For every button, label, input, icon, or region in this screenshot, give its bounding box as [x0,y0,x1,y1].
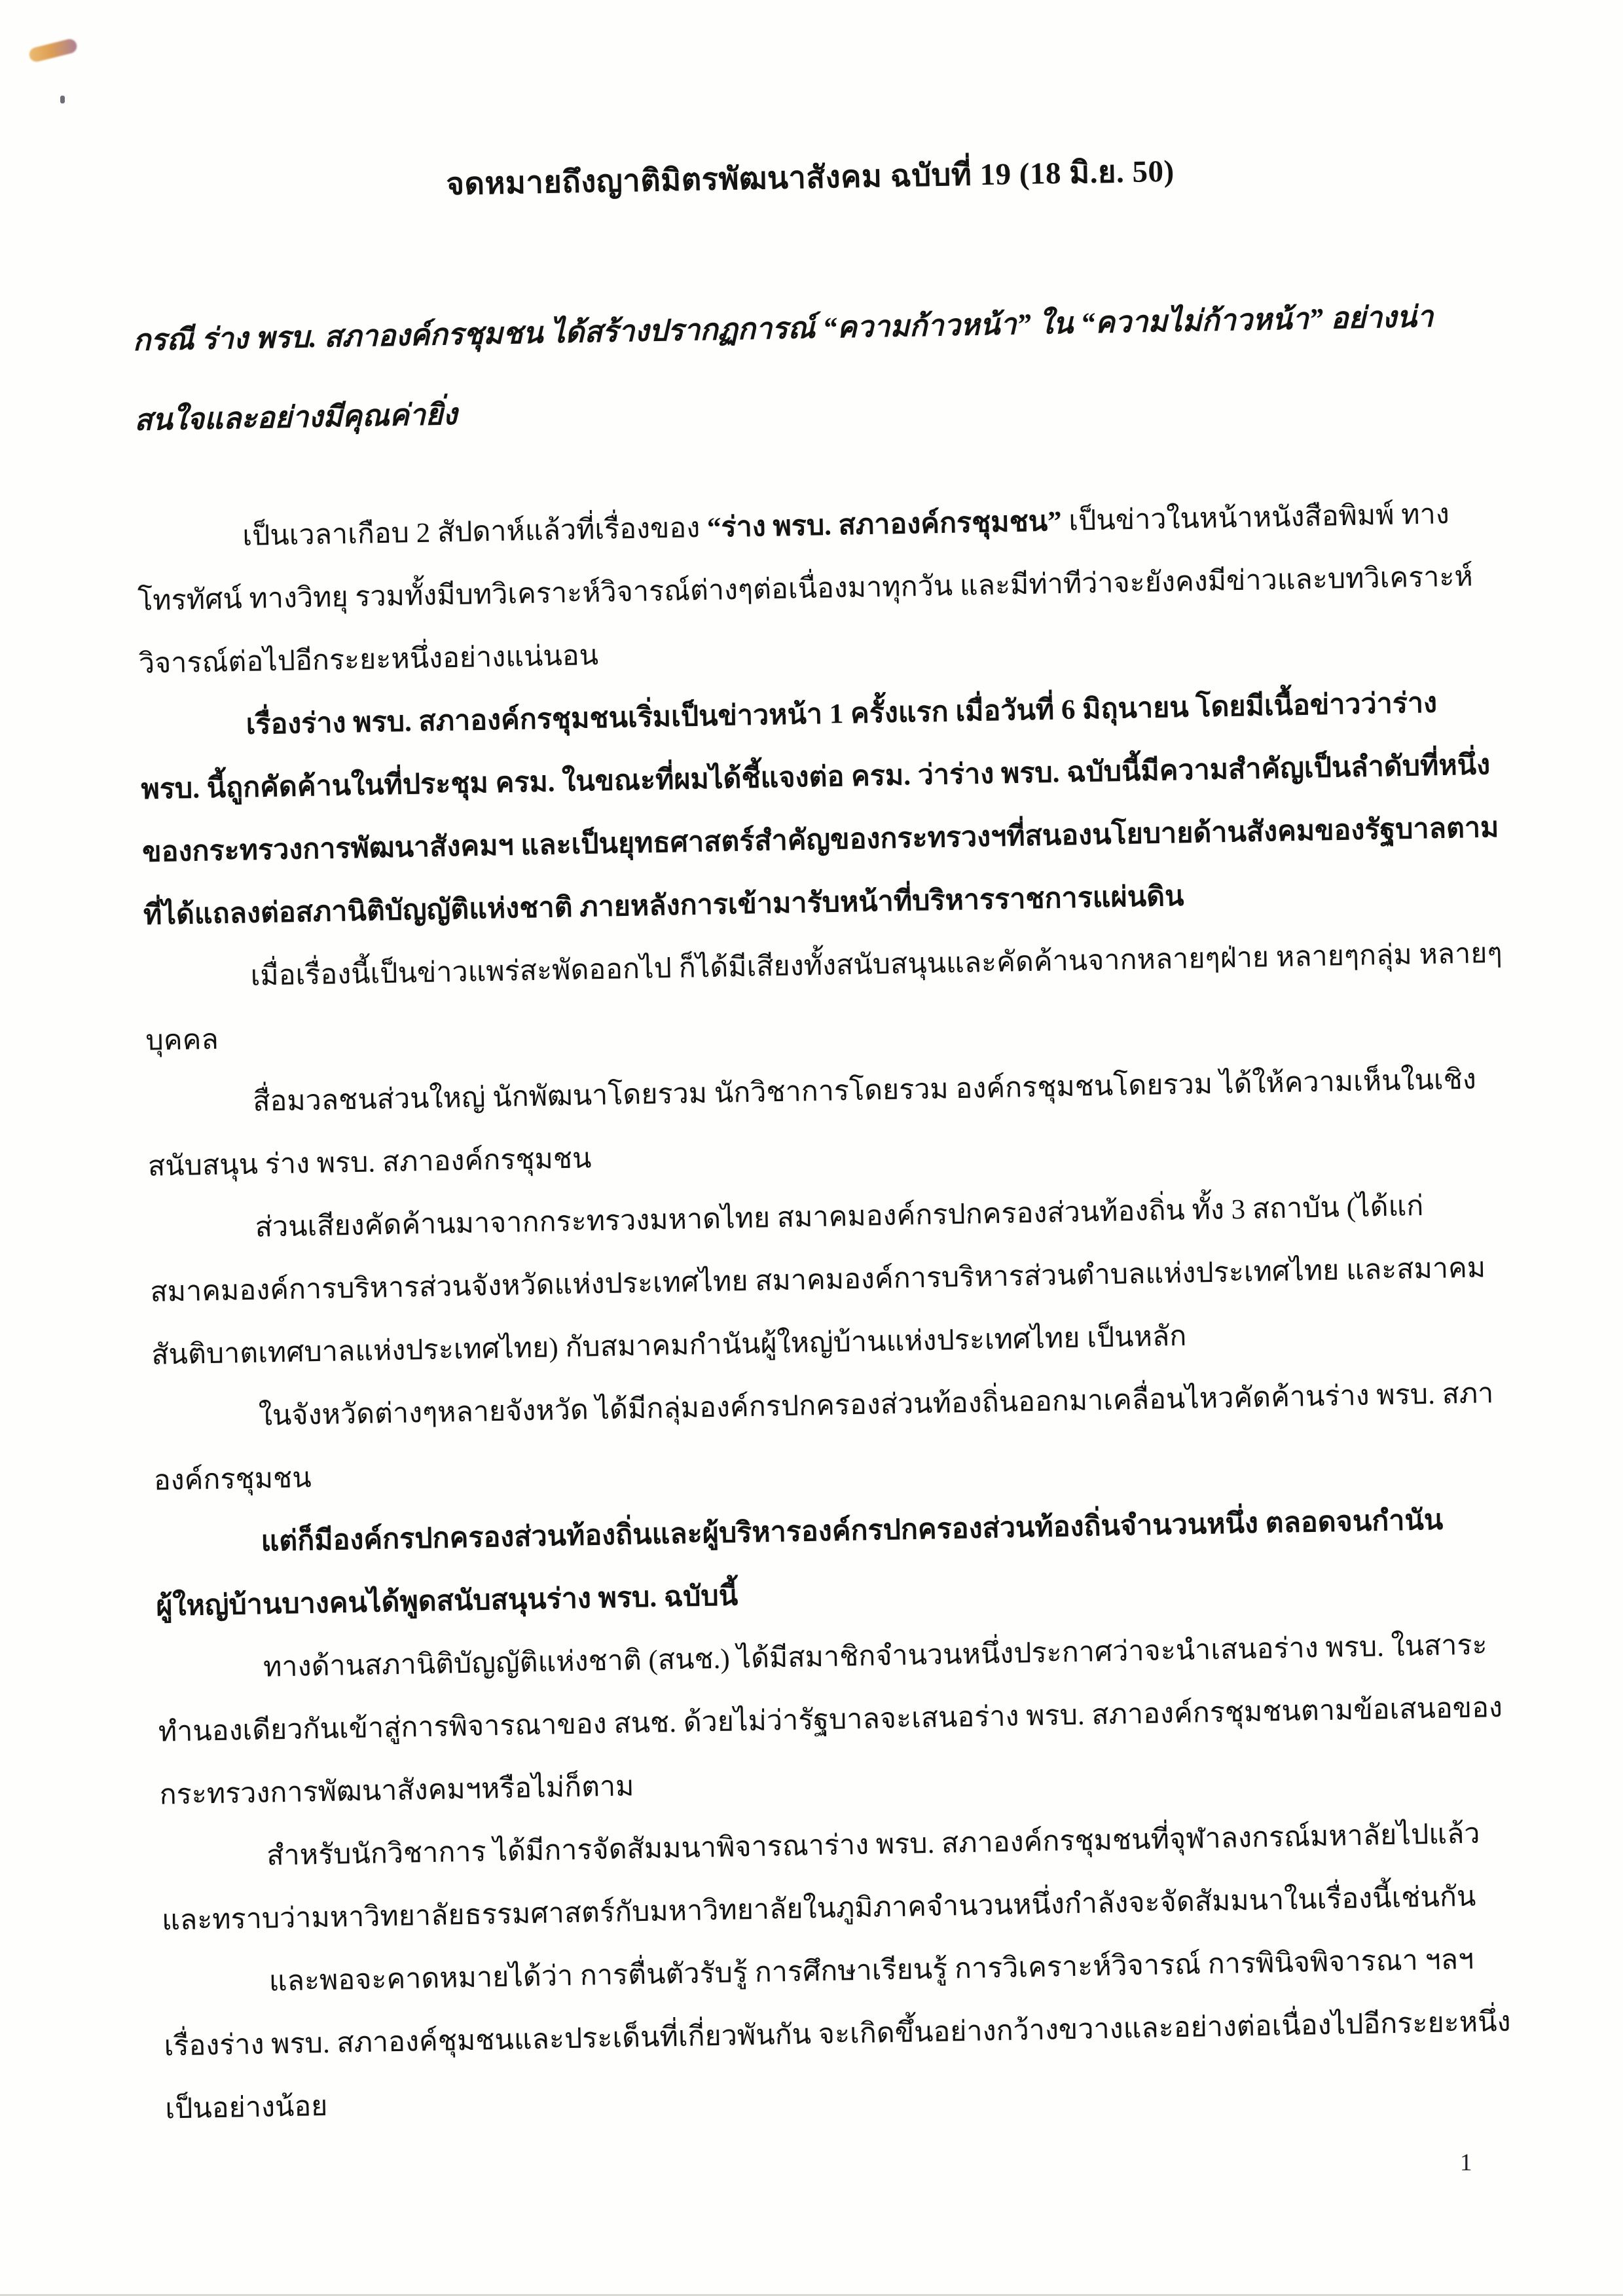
page-number: 1 [1460,2149,1472,2176]
document-subtitle: กรณี ร่าง พรบ. สภาองค์กรชุมชน ได้สร้างปรากฏการณ์ “ความก้าวหน้า” ใน “ความไม่ก้าวหน้า” อย่างน่าสนใจและอย่างมีคุณค่ายิ่ง [132,300,1434,437]
paragraph: ในจังหวัดต่างๆหลายจังหวัด ได้มีกลุ่มองค์กรปกครองส่วนท้องถิ่นออกมาเคลื่อนไหวคัดค้านร่าง พรบ. สภาองค์กรชุมชน [153,1378,1494,1497]
paragraph: เมื่อเรื่องนี้เป็นข่าวแพร่สะพัดออกไป ก็ได้มีเสียงทั้งสนับสนุนและคัดค้านจากหลายๆฝ่าย หลายๆกลุ่ม หลายๆบุคคล [145,938,1503,1057]
paragraph: แต่ก็มีองค์กรปกครองส่วนท้องถิ่นและผู้บริหารองค์กรปกครองส่วนท้องถิ่นจำนวนหนึ่ง ตลอดจนกำนันผู้ใหญ่บ้านบางคนได้พูดสนับสนุนร่าง พรบ. ฉบับนี้ [155,1504,1444,1622]
paragraph: สื่อมวลชนส่วนใหญ่ นักพัฒนาโดยรวม นักวิชาการโดยรวม องค์กรชุมชนโดยรวม ได้ให้ความเห็นในเชิงสนับสนุน ร่าง พรบ. สภาองค์กรชุมชน [147,1064,1477,1182]
paragraph-intro [136,483,1500,696]
document-content [130,140,1526,2141]
pencil-mark-artifact [27,37,78,63]
paragraph: ส่วนเสียงคัดค้านมาจากกระทรวงมหาดไทย สมาคมองค์กรปกครองส่วนท้องถิ่น ทั้ง 3 สถาบัน (ได้แก่ สมาคมองค์การบริหารส่วนจังหวัดแห่งประเทศไทย สมาคมองค์การบริหารส่วนตำบลแห่งประเทศไทย และสมาคมสันติบาตเทศบาลแห่งประเทศไทย) กับสมาคมกำนันผู้ใหญ่บ้านแห่งประเทศไทย เป็นหลัก [150,1191,1486,1371]
paragraph-intro-pre: เป็นเวลาเกือบ 2 สัปดาห์แล้วที่เรื่องของ [242,512,708,552]
paragraph: ทางด้านสภานิติบัญญัติแห่งชาติ (สนช.) ได้มีสมาชิกจำนวนหนึ่งประกาศว่าจะนำเสนอร่าง พรบ. ในสาระทำนองเดียวกันเข้าสู่การพิจารณาของ สนช. ด้วยไม่ว่ารัฐบาลจะเสนอร่าง พรบ. สภาองค์กรชุมชนตามข้อเสนอของกระทรวงการพัฒนาสังคมฯหรือไม่ก็ตาม [158,1630,1503,1811]
paragraph: สำหรับนักวิชาการ ได้มีการจัดสัมมนาพิจารณาร่าง พรบ. สภาองค์กรชุมชนที่จุฬาลงกรณ์มหาลัยไปแล้ว และทราบว่ามหาวิทยาลัยธรรมศาสตร์กับมหาวิทยาลัยในภูมิภาคจำนวนหนึ่งกำลังจะจัดสัมมนาในเรื่องนี้เช่นกัน [161,1818,1480,1937]
ink-speck-artifact [60,96,65,103]
paragraph: และพอจะคาดหมายได้ว่า การตื่นตัวรับรู้ การศึกษาเรียนรู้ การวิเคราะห์วิจารณ์ การพินิจพิจารณา ฯลฯ เรื่องร่าง พรบ. สภาองค์ชุมชนและประเด็นที่เกี่ยวพันกัน จะเกิดขึ้นอย่างกว้างขวางและอย่างต่อเนื่องไปอีกระยะหนึ่งเป็นอย่างน้อย [164,1944,1511,2125]
paragraph-intro-post: เป็นข่าวในหน้าหนังสือพิมพ์ ทางโทรทัศน์ ทางวิทยุ รวมทั้งมีบทวิเคราะห์วิจารณ์ต่างๆต่อเนื่องมาทุกวัน และมีท่าทีว่าจะยังคงมีข่าวและบทวิเคราะห์วิจารณ์ต่อไปอีกระยะหนึ่งอย่างแน่นอน [137,499,1474,680]
page-title: จดหมายถึงญาติมิตรพัฒนาสังคม ฉบับที่ 19 (18 มิ.ย. 50) [445,154,1175,202]
paragraph: เรื่องร่าง พรบ. สภาองค์กรชุมชนเริ่มเป็นข่าวหน้า 1 ครั้งแรก เมื่อวันที่ 6 มิถุนายน โดยมีเนื้อข่าวว่าร่าง พรบ. นี้ถูกคัดค้านในที่ประชุม ครม. ในขณะที่ผมได้ชี้แจงต่อ ครม. ว่าร่าง พรบ. ฉบับนี้มีความสำคัญเป็นลำดับที่หนึ่งของกระทรวงการพัฒนาสังคมฯ และเป็นยุทธศาสตร์สำคัญของกระทรวงฯที่สนองนโยบายด้านสังคมของรัฐบาลตามที่ได้แถลงต่อสภานิติบัญญัติแห่งชาติ ภายหลังการเข้ามารับหน้าที่บริหารราชการแผ่นดิน [141,687,1499,931]
paragraph-intro-bold-phrase: “ร่าง พรบ. สภาองค์กรชุมชน” [706,506,1063,543]
